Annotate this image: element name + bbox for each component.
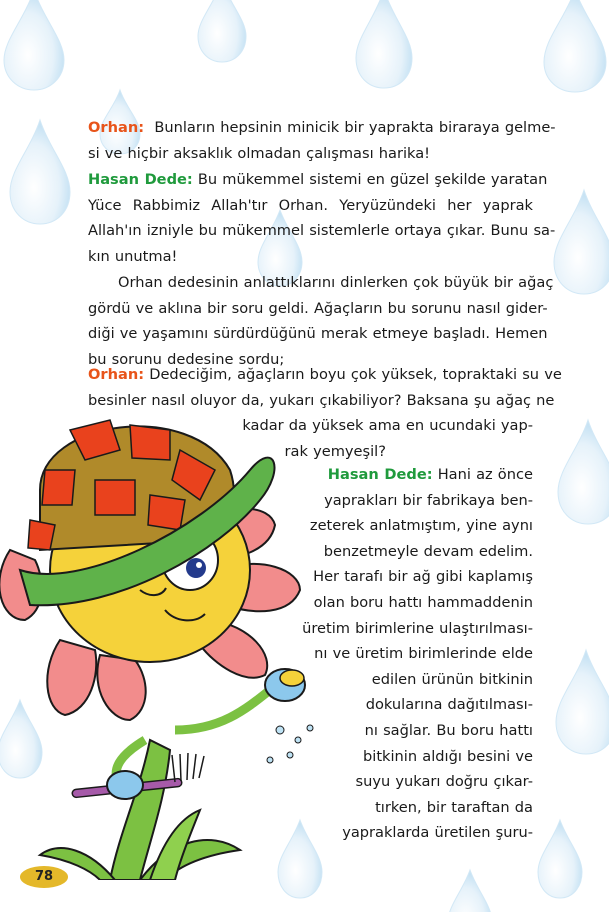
text-line: Hasan Dede: Hani az önce [327,466,533,483]
speaker-label: Hasan Dede: [88,171,193,188]
text-line: Orhan: Dedeciğim, ağaçların boyu çok yüksek, topraktaki su ve [88,366,562,383]
water-drop-icon [554,190,609,294]
text-line: kın unutma! [88,247,178,265]
cartoon-flower-icon [0,410,340,880]
water-drop-icon [558,420,609,524]
text-line: Allah'ın izniyle bu mükemmel sistemlerle ortaya çıkar. Bunu sa- [88,222,556,240]
water-drop-icon [556,650,609,754]
text-line: Her tarafı bir ağ gibi kaplamış [313,568,533,586]
dialogue-orhan-1 [88,115,556,166]
text-line: Yüce Rabbimiz Allah'tır Orhan. Yeryüzündeki her yaprak [88,196,533,214]
text-line: diği ve yaşamını sürdürdüğünü merak etmeye başladı. Hemen [88,325,548,343]
text-line: kadar da yüksek ama en ucundaki yap- [242,417,533,435]
text-line: benzetmeyle devam edelim. [323,542,533,560]
text-line: edilen ürünün bitkinin [371,670,533,688]
speaker-label: Hasan Dede: [327,466,433,483]
water-drop-icon [4,0,64,90]
narration-paragraph [88,270,554,372]
water-drop-icon [356,0,412,88]
text-line: rak yemyeşil? [284,442,386,460]
text-line: yaprakları bir fabrikaya ben- [324,491,533,509]
text-line: üretim birimlerine ulaştırılması- [302,619,533,637]
text-line: si ve hiçbir aksaklık olmadan çalışması harika! [88,144,431,162]
text-line: dokularına dağıtılması- [365,696,533,714]
text-line: olan boru hattı hammaddenin [313,593,533,611]
text-line: bitkinin aldığı besini ve [363,747,533,765]
water-drop-icon [10,120,70,224]
text-line: Orhan dedesinin anlattıklarını dinlerken çok büyük bir ağaç [118,274,554,291]
text-line: suyu yukarı doğru çıkar- [355,773,533,791]
water-drop-icon [198,0,246,62]
text-line: nı ve üretim birimlerinde elde [314,645,533,663]
text-line: gördü ve aklına bir soru geldi. Ağaçların bu sorunu nasıl gider- [88,299,548,317]
water-drop-icon [538,820,582,898]
text-line: Hasan Dede: Bu mükemmel sistemi en güzel şekilde yaratan [88,171,548,188]
text-line: yapraklarda üretilen şuru- [342,824,533,842]
speaker-label: Orhan: [88,366,145,383]
text-line: zeterek anlatmıştım, yine aynı [309,517,533,535]
dialogue-hasan-1 [88,167,556,269]
text-line: bu sorunu dedesine sordu; [88,350,285,368]
text-line: besinler nasıl oluyor da, yukarı çıkabiliyor? Baksana şu ağaç ne [88,391,555,409]
water-drop-icon [448,870,492,912]
water-drop-icon [544,0,606,92]
speaker-label: Orhan: [88,119,145,136]
text-line: tırken, bir taraftan da [375,798,533,816]
text-line: nı sağlar. Bu boru hattı [364,721,533,739]
text-line: Orhan: Bunların hepsinin minicik bir yaprakta biraraya gelme- [88,119,556,136]
page-number-badge: 78 [20,866,68,888]
